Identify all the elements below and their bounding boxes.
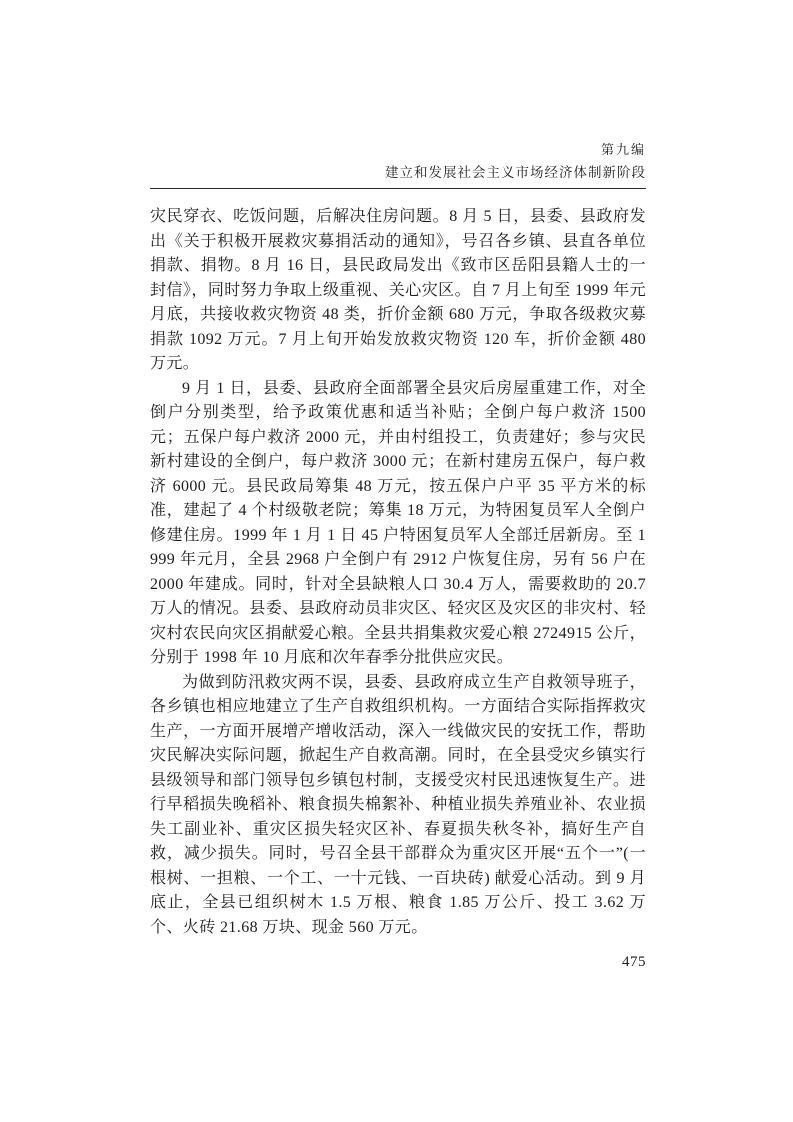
page-footer (150, 954, 646, 971)
page-number: 475 (622, 954, 646, 970)
paragraph-2: 9 月 1 日，县委、县政府全面部署全县灾后房屋重建工作，对全倒户分别类型，给予政策优惠和适当补贴；全倒户每户救济 1500 元；五保户每户救济 2000 元，并由村组投工，负责建好；参与灾民新村建设的全倒户，每户救济 3000 元；在新村建房五保户，每户救济 6000 元。县民政局筹集 48 万元，按五保户户平 35 平方米的标准，建起了 4 个村级敬老院；筹集 18 万元，为特困复员军人全倒户修建住房。1999 年 1 月 1 日 45 户特困复员军人全部迁居新房。至 1999 年元月，全县 2968 户全倒户有 2912 户恢复住房，另有 56 户在 2000 年建成。同时，针对全县缺粮人口 30.4 万人，需要救助的 20.7 万人的情况。县委、县政府动员非灾区、轻灾区及灾区的非灾村、轻灾村农民向灾区捐献爱心粮。全县共捐集救灾爱心粮 2724915 公斤，分别于 1998 年 10 月底和次年春季分批供应灾民。 (150, 379, 646, 666)
section-title: 建立和发展社会主义市场经济体制新阶段 (385, 165, 646, 180)
part-label: 第九编 (600, 142, 646, 157)
header-rule (150, 188, 646, 189)
paragraph-3: 为做到防汛救灾两不误，县委、县政府成立生产自救领导班子，各乡镇也相应地建立了生产自救组织机构。一方面结合实际指挥救灾生产，一方面开展增产增收活动，深入一线做灾民的安抚工作，帮助灾民解决实际问题，掀起生产自救高潮。同时，在全县受灾乡镇实行县级领导和部门领导包乡镇包村制，支援受灾村民迅速恢复生产。进行早稻损失晚稻补、粮食损失棉絮补、种植业损失养殖业补、农业损失工副业补、重灾区损失轻灾区补、春夏损失秋冬补，搞好生产自救，减少损失。同时，号召全县干部群众为重灾区开展“五个一”(一根树、一担粮、一个工、一十元钱、一百块砖) 献爱心活动。到 9 月底止，全县已组织树木 1.5 万根、粮食 1.85 万公斤、投工 3.62 万个、火砖 21.68 万块、现金 560 万元。 (150, 673, 646, 936)
page-header (150, 0, 646, 189)
body-text (150, 205, 646, 940)
content-column (150, 0, 646, 971)
paragraph-1: 灾民穿衣、吃饭问题，后解决住房问题。8 月 5 日，县委、县政府发出《关于积极开展救灾募捐活动的通知》，号召各乡镇、县直各单位捐款、捐物。8 月 16 日，县民政局发出《致市区岳阳县籍人士的一封信》，同时努力争取上级重视、关心灾区。自 7 月上旬至 1999 年元月底，共接收救灾物资 48 类，折价金额 680 万元，争取各级救灾募捐款 1092 万元。7 月上旬开始发放救灾物资 120 车，折价金额 480 万元。 (150, 208, 646, 372)
